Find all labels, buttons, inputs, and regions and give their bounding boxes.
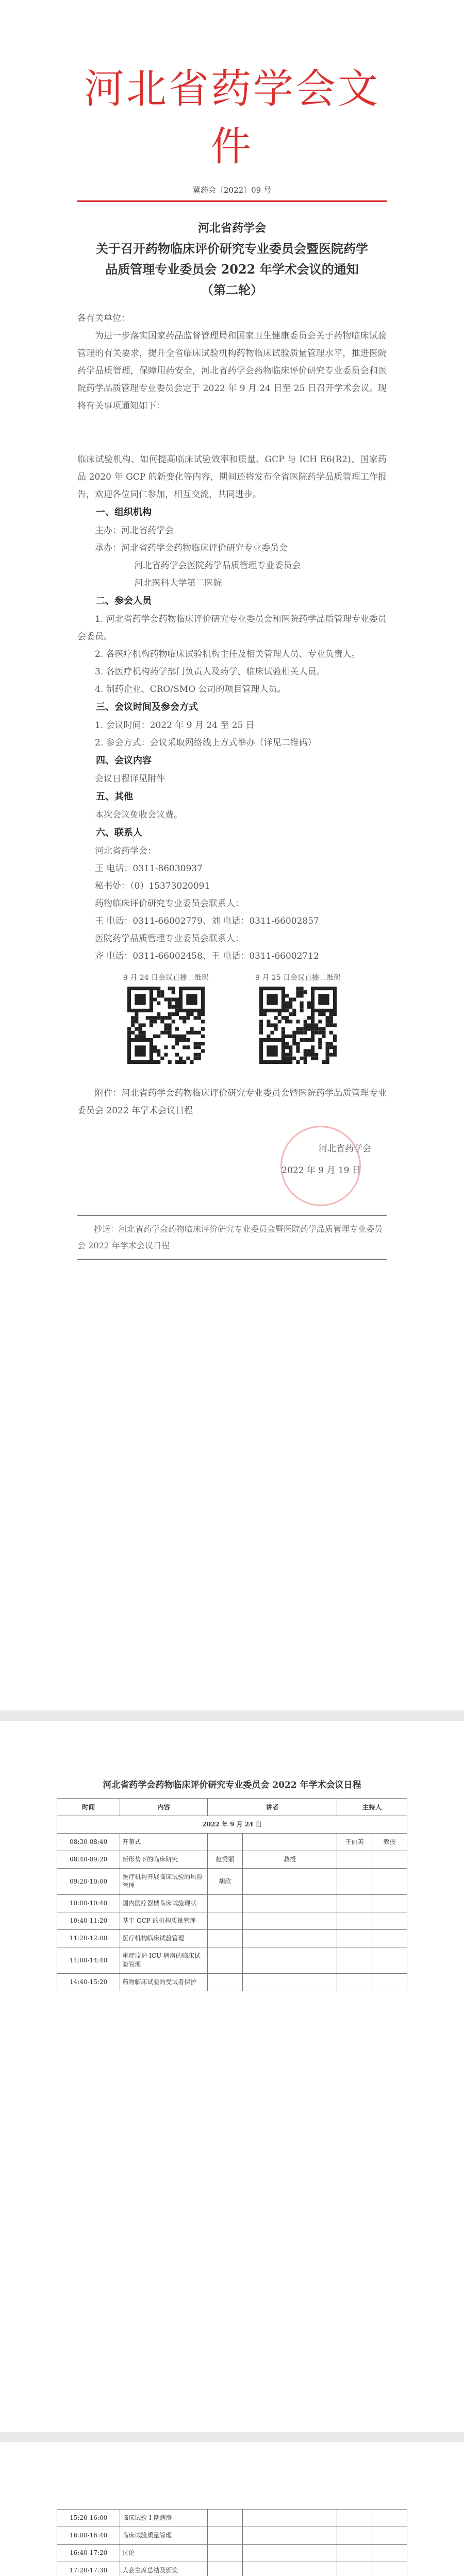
table-cell: 医疗机构临床试验管理: [120, 1930, 208, 1947]
table-row: [57, 1851, 407, 1869]
section-sub-item: 河北医科大学第二医院: [134, 578, 222, 588]
table-cell: [207, 1895, 242, 1912]
table-cell: [207, 1930, 242, 1947]
table-cell: [337, 2510, 372, 2527]
section-item: 会议日程详见附件: [95, 774, 165, 784]
table-cell: 新形势下的临床研究: [120, 1851, 208, 1869]
table-cell: [337, 1912, 372, 1930]
notice-title-line: 品质管理专业委员会 2022 年学术会议的通知: [105, 262, 359, 277]
contact-list: [77, 860, 387, 965]
intro-tail-paragraph: 临床试验机构、如何提高临床试验效率和质量、GCP 与 ICH E6(R2)、国家药品 2020 年 GCP 的新变化等内容，期间还将发布全省医院药学品质管理工作报告，欢迎各位同仁参加，相互交流，共同进步。: [77, 454, 387, 500]
section-item: 2. 参会方式：会议采取网络线上方式举办（详见二维码）: [95, 738, 317, 748]
schedule-table-day1-cont: [57, 2509, 407, 2576]
table-cell: [242, 1895, 337, 1912]
table-cell: 14:00-14:40: [57, 1947, 120, 1974]
section-item: 4. 制药企业、CRO/SMO 公司的项目管理人员。: [95, 684, 286, 694]
table-cell: 17:20-17:30: [57, 2562, 120, 2576]
section-item: 1. 会议时间：2022 年 9 月 24 至 25 日: [95, 720, 255, 731]
qr-code-icon: [127, 987, 205, 1064]
section-heading: 一、组织机构: [96, 507, 152, 518]
table-cell: [372, 1947, 407, 1974]
table-cell: [207, 1834, 242, 1851]
schedule-table-day1: [57, 1798, 407, 1991]
table-row: [57, 2510, 407, 2527]
masthead-title: 河北省药学会文件: [84, 66, 380, 170]
table-cell: [372, 2510, 407, 2527]
schedule-title: 河北省药学会药物临床评价研究专业委员会 2022 年学术会议日程: [103, 1780, 361, 1790]
contact-line: 王 电话：0311-66002779、刘 电话：0311-66002857: [95, 916, 319, 926]
table-cell: 16:00-16:40: [57, 2527, 120, 2545]
table-cell: [207, 1912, 242, 1930]
table-cell: 重症监护 ICU 病房的临床试验管理: [120, 1947, 208, 1974]
table-cell: [207, 2545, 242, 2562]
section-sub-item: 河北省药学会医院药学品质管理专业委员会: [134, 561, 301, 571]
table-cell: [372, 1930, 407, 1947]
table-row: [57, 2527, 407, 2545]
table-cell: [242, 1834, 337, 1851]
section-item: 河北省药学会：: [95, 846, 156, 856]
table-cell: 临床试验 I 期病房: [120, 2510, 208, 2527]
column-header: 主持人: [337, 1799, 407, 1816]
contact-line: 王 电话：0311-86030937: [95, 863, 203, 874]
qr-code-icon: [259, 987, 337, 1064]
table-cell: [207, 2562, 242, 2576]
contact-line: 医院药学品质管理专业委员会联系人：: [95, 934, 244, 944]
table-cell: 14:40-15:20: [57, 1974, 120, 1991]
closing-date: 2022 年 9 月 19 日: [281, 1165, 361, 1176]
intro-paragraph: 为进一步落实国家药品监督管理局和国家卫生健康委员会关于药物临床试验管理的有关要求，提升全省临床试验机构药物临床试验质量管理水平，推进医院药学品质管理，保障用药安全，河北省药学会药物临床评价研究专业委员会和医院药学品质管理专业委员会定于 2022 年 9 月 24 日至 25 日召开学术会议。现将有关事项通知如下：: [77, 331, 387, 411]
table-row: [57, 2545, 407, 2562]
document-number: 冀药会〔2022〕09 号: [192, 185, 272, 195]
table-cell: 10:00-10:40: [57, 1895, 120, 1912]
table-cell: [372, 1869, 407, 1895]
table-cell: 药物临床试验的受试者保护: [120, 1974, 208, 1991]
table-cell: [242, 1974, 337, 1991]
table-cell: [372, 1974, 407, 1991]
table-cell: [337, 1974, 372, 1991]
closing-signature: [77, 1140, 371, 1158]
table-cell: [242, 2527, 337, 2545]
section-heading: 四、会议内容: [96, 755, 152, 766]
section-item: 本次会议免收会议费。: [95, 810, 183, 820]
table-cell: 08:40-09:20: [57, 1851, 120, 1869]
issuing-organization: 河北省药学会: [197, 222, 266, 235]
qr-code-day2[interactable]: [255, 972, 341, 1064]
table-cell: [242, 1869, 337, 1895]
table-cell: [242, 2510, 337, 2527]
table-cell: 讨论: [120, 2545, 208, 2562]
table-cell: 10:40-11:20: [57, 1912, 120, 1930]
table-cell: [242, 1912, 337, 1930]
table-cell: [207, 1947, 242, 1974]
table-cell: 16:40-17:20: [57, 2545, 120, 2562]
table-row: [57, 1947, 407, 1974]
section-item: 主办：河北省药学会: [95, 526, 174, 536]
table-cell: 15:20-16:00: [57, 2510, 120, 2527]
section-item: 1. 河北省药学会药物临床评价研究专业委员会和医院药学品质管理专业委员会委员。: [77, 614, 387, 642]
table-cell: [372, 1895, 407, 1912]
table-row: [57, 1834, 407, 1851]
table-cell: [337, 1947, 372, 1974]
table-cell: [372, 2545, 407, 2562]
table-cell: [242, 2545, 337, 2562]
qr-code-day1[interactable]: [123, 972, 209, 1064]
table-cell: [337, 2527, 372, 2545]
column-header: 内容: [120, 1799, 208, 1816]
table-cell: [337, 1930, 372, 1947]
table-cell: 大会主席总结及颁奖: [120, 2562, 208, 2576]
qr-caption: 9 月 25 日会议直播二维码: [255, 974, 341, 982]
column-header: 讲者: [207, 1799, 337, 1816]
table-row: [57, 1895, 407, 1912]
contact-line: 秘书处：（0）15373020091: [95, 881, 210, 891]
qr-caption: 9 月 24 日会议直播二维码: [123, 974, 209, 982]
salutation: 各有关单位：: [77, 313, 130, 324]
table-cell: [242, 1930, 337, 1947]
notice-title-line: 关于召开药物临床评价研究专业委员会暨医院药学: [96, 241, 368, 256]
table-cell: [207, 2510, 242, 2527]
column-header: 时间: [57, 1799, 120, 1816]
notice-title-line: （第二轮）: [201, 282, 263, 297]
table-cell: [372, 2562, 407, 2576]
table-row: [57, 2562, 407, 2576]
table-cell: [337, 1851, 372, 1869]
section-item: 2. 各医疗机构药物临床试验机构主任及相关管理人员、专业负责人。: [95, 649, 360, 659]
table-cell: [242, 1947, 337, 1974]
table-cell: 09:20-10:00: [57, 1869, 120, 1895]
section-heading: 六、联系人: [96, 827, 142, 838]
table-cell: 开幕式: [120, 1834, 208, 1851]
section-sub-item: 承办：河北省药学会药物临床评价研究专业委员会: [95, 543, 288, 553]
section-heading: 三、会议时间及参会方式: [96, 702, 198, 713]
contact-line: 齐 电话：0311-66002458、王 电话：0311-66002712: [95, 951, 319, 961]
table-cell: [372, 1912, 407, 1930]
table-cell: 基于 GCP 的机构质量管理: [120, 1912, 208, 1930]
table-cell: 赵秀丽: [207, 1851, 242, 1869]
table-cell: [372, 1851, 407, 1869]
table-cell: [207, 1974, 242, 1991]
attachment-note: 附件：河北省药学会药物临床评价研究专业委员会暨医院药学品质管理专业委员会 2022 年学术会议日程: [77, 1088, 387, 1116]
table-cell: 胡欣: [207, 1869, 242, 1895]
section-item: 3. 各医疗机构药学部门负责人及药学、临床试验相关人员。: [95, 667, 325, 677]
cc-divider: [77, 1215, 387, 1216]
qr-code-row: [77, 972, 387, 1064]
table-cell: 08:30-08:40: [57, 1834, 120, 1851]
table-cell: [337, 1895, 372, 1912]
table-cell: [207, 2527, 242, 2545]
document-page-3: [0, 2442, 464, 2576]
schedule-day: 2022 年 9 月 24 日: [57, 1816, 407, 1834]
table-row: [57, 1974, 407, 1991]
section-heading: 二、参会人员: [96, 596, 152, 606]
table-cell: [242, 2562, 337, 2576]
official-seal-icon: [280, 1126, 361, 1206]
table-row: [57, 1930, 407, 1947]
table-row: [57, 1869, 407, 1895]
document-page-2: [0, 1721, 464, 2432]
contact-line: 药物临床评价研究专业委员会联系人：: [95, 899, 244, 909]
red-divider: [77, 200, 387, 202]
table-cell: 临床试验质量管理: [120, 2527, 208, 2545]
table-row: [57, 1912, 407, 1930]
notice-title: [77, 239, 387, 300]
table-cell: [337, 2545, 372, 2562]
section-heading: 五、其他: [96, 791, 133, 802]
table-cell: 王丽英: [337, 1834, 372, 1851]
table-cell: 教授: [372, 1834, 407, 1851]
closing-organization: 河北省药学会: [319, 1144, 371, 1154]
table-cell: 教授: [242, 1851, 337, 1869]
table-cell: [337, 1869, 372, 1895]
cc-line: 抄送：河北省药学会药物临床评价研究专业委员会暨医院药学品质管理专业委员会 2022 年学术会议日程: [77, 1224, 383, 1250]
table-cell: [372, 2527, 407, 2545]
notice-sections: [77, 503, 387, 860]
table-cell: 医疗机构开展临床试验的风险管理: [120, 1869, 208, 1895]
table-cell: 国内医疗器械临床试验现状: [120, 1895, 208, 1912]
table-cell: [337, 2562, 372, 2576]
cc-divider: [77, 1259, 387, 1260]
table-cell: 11:20-12:00: [57, 1930, 120, 1947]
